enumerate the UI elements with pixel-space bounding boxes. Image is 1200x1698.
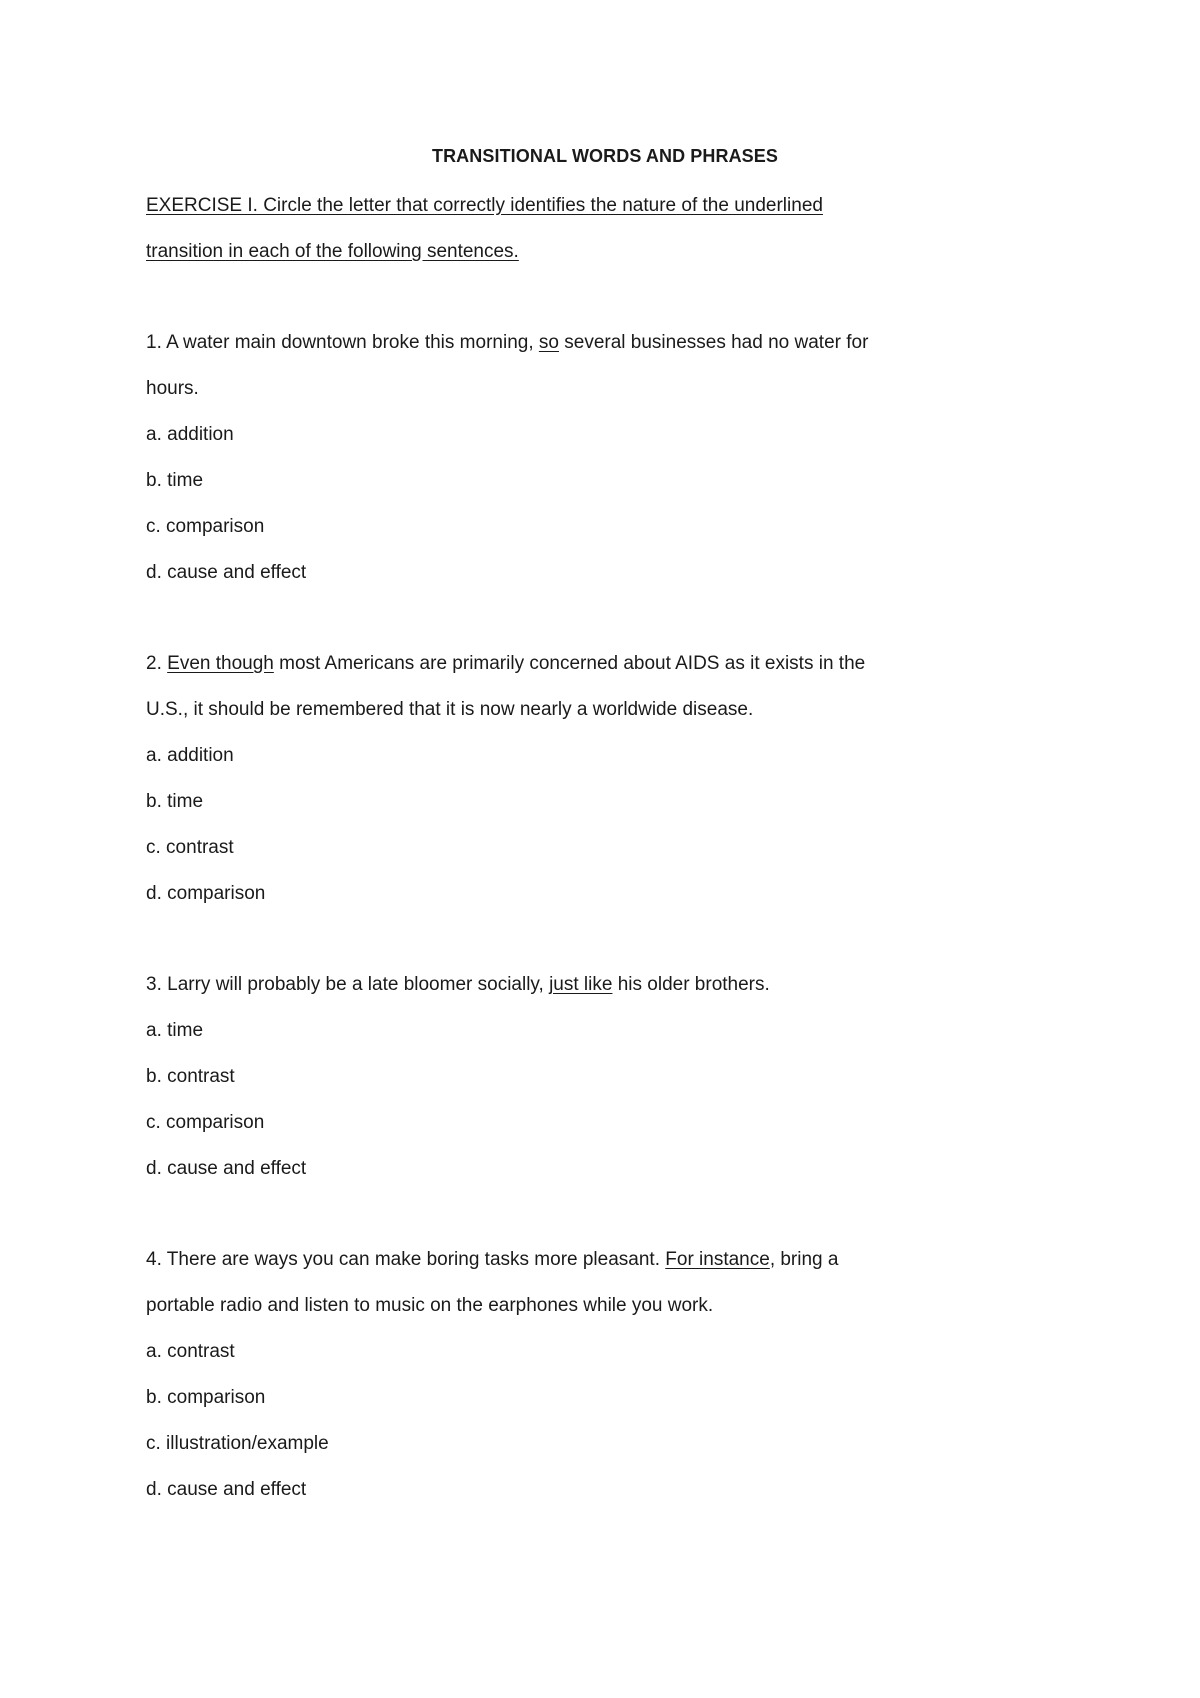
question-4-option-d: d. cause and effect <box>146 1479 307 1500</box>
question-4-text <box>146 1248 838 1272</box>
question-3-option-c: c. comparison <box>146 1112 265 1133</box>
question-4-option-c: c. illustration/example <box>146 1433 329 1454</box>
question-2-text <box>146 652 865 676</box>
question-2-option-a: a. addition <box>146 745 234 766</box>
question-4-continuation: portable radio and listen to music on the earphones while you work. <box>146 1295 714 1316</box>
question-4-option-b: b. comparison <box>146 1387 266 1408</box>
question-2-option-c: c. contrast <box>146 837 234 858</box>
question-1-option-b: b. time <box>146 470 204 491</box>
question-text-after: his older brothers. <box>612 974 770 995</box>
underlined-transition: Even though <box>167 653 274 674</box>
question-1-continuation: hours. <box>146 378 199 399</box>
question-text-before: Larry will probably be a late bloomer socially, <box>161 974 550 995</box>
question-3-option-d: d. cause and effect <box>146 1158 307 1179</box>
instructions-line-2: transition in each of the following sentences. <box>146 241 519 262</box>
question-number: 1. <box>146 332 162 353</box>
question-3-option-a: a. time <box>146 1020 204 1041</box>
underlined-transition: For instance <box>665 1249 770 1270</box>
question-text-before: There are ways you can make boring tasks more pleasant. <box>161 1249 666 1270</box>
question-text-after: , bring a <box>769 1249 839 1270</box>
question-number: 2. <box>146 653 162 674</box>
document-title: TRANSITIONAL WORDS AND PHRASES <box>431 146 778 166</box>
question-number: 3. <box>146 974 162 995</box>
question-2-option-b: b. time <box>146 791 204 812</box>
underlined-transition: just like <box>549 974 613 995</box>
question-4-option-a: a. contrast <box>146 1341 235 1362</box>
question-1-option-d: d. cause and effect <box>146 562 307 583</box>
question-text-before: A water main downtown broke this morning, <box>161 332 539 353</box>
question-3-text <box>146 973 770 997</box>
question-number: 4. <box>146 1249 162 1270</box>
question-1-option-c: c. comparison <box>146 516 265 537</box>
question-1-text <box>146 331 868 355</box>
question-2-continuation: U.S., it should be remembered that it is now nearly a worldwide disease. <box>146 699 754 720</box>
instructions-line-1: EXERCISE I. Circle the letter that correctly identifies the nature of the underlined <box>146 195 823 216</box>
question-2-option-d: d. comparison <box>146 883 266 904</box>
question-3-option-b: b. contrast <box>146 1066 235 1087</box>
underlined-transition: so <box>538 332 559 353</box>
question-text-after: several businesses had no water for <box>558 332 869 353</box>
question-text-after: most Americans are primarily concerned about AIDS as it exists in the <box>273 653 866 674</box>
question-1-option-a: a. addition <box>146 424 234 445</box>
